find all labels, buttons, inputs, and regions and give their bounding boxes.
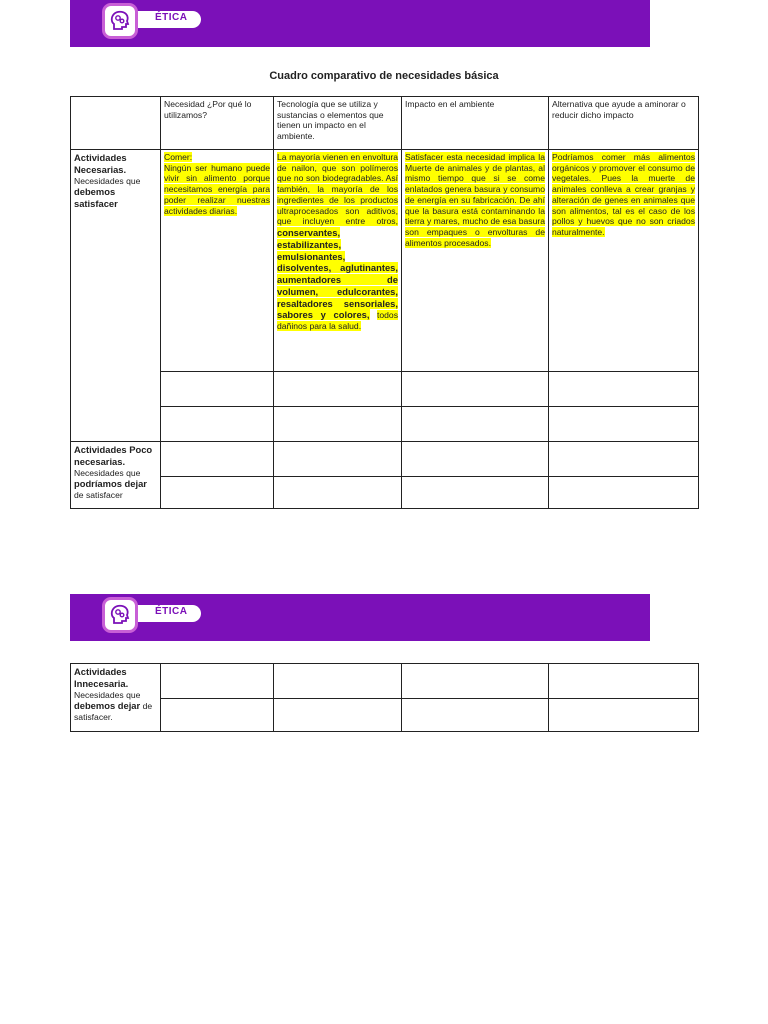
empty-cell xyxy=(549,372,699,407)
table-row xyxy=(71,407,699,442)
row-desc: Necesidades que xyxy=(74,467,141,478)
subject-label: ÉTICA xyxy=(155,12,188,23)
cell-alternativa xyxy=(549,150,699,372)
row-desc-bold: debemos dejar xyxy=(74,700,141,712)
cell-impacto xyxy=(402,150,549,372)
empty-cell xyxy=(274,699,402,732)
row-desc: Necesidades que xyxy=(74,689,141,700)
empty-cell xyxy=(402,664,549,699)
row-desc-bold: podríamos dejar xyxy=(74,478,147,490)
table-row xyxy=(71,442,699,477)
empty-cell xyxy=(274,372,402,407)
empty-cell xyxy=(402,477,549,509)
empty-cell xyxy=(161,372,274,407)
table-row xyxy=(71,664,699,699)
header-impacto: Impacto en el ambiente xyxy=(402,97,549,150)
empty-cell xyxy=(161,664,274,699)
cell-text: La mayoría vienen en envoltura de nailon, que son polímeros que no son biodegradables. Así también, la mayoría de los ingredientes de los productos ultraprocesados son aditivos, que incluyen entre otros, xyxy=(277,152,398,227)
cell-text: Ningún ser humano puede vivir sin alimento porque necesitamos energía para poder realizar nuestras actividades diarias. xyxy=(164,162,270,216)
row-title: Actividades Necesarias. xyxy=(74,152,127,175)
subject-label: ÉTICA xyxy=(155,606,188,617)
comparison-table-continued xyxy=(70,663,699,732)
empty-cell xyxy=(402,407,549,442)
row-title: Actividades Innecesaria. xyxy=(74,666,129,689)
cell-tecnologia xyxy=(274,150,402,372)
row-desc-bold: debemos satisfacer xyxy=(74,186,118,209)
subject-banner xyxy=(70,594,650,641)
row-desc: de satisfacer. xyxy=(74,701,153,722)
header-alternativa: Alternativa que ayude a aminorar o reducir dicho impacto xyxy=(549,97,699,150)
empty-cell xyxy=(549,442,699,477)
cell-text: Satisfacer esta necesidad implica la Muerte de animales y de plantas, al mismo tiempo que si se come enlatados genera basura y consumo de energía en su fabricación. De ahí que la basura está contaminando la tierra y mares, mucho de esa basura son empaques o envolturas de alimentos procesados. xyxy=(405,152,545,248)
row-header-innecesaria xyxy=(71,664,161,732)
document-title: Cuadro comparativo de necesidades básica xyxy=(269,70,499,82)
row-desc: Necesidades que xyxy=(74,175,141,186)
cell-text: Podríamos comer más alimentos orgánicos y promover el consumo de vegetales. Pues la muerte de animales conlleva a crear granjas y alteración de genes en animales que son alimentos, tal es el caso de los pollos y huevos que no son criados naturalmente. xyxy=(552,152,695,238)
head-gears-icon xyxy=(102,597,138,633)
table-row xyxy=(71,699,699,732)
table-row xyxy=(71,477,699,509)
subject-banner xyxy=(70,0,650,47)
empty-cell xyxy=(274,477,402,509)
header-tecnologia: Tecnología que se utiliza y sustancias o elementos que tienen un impacto en el ambiente. xyxy=(274,97,402,150)
cell-necesidad xyxy=(161,150,274,372)
row-title: Actividades Poco necesarias. xyxy=(74,444,153,467)
table-row xyxy=(71,150,699,372)
table-row xyxy=(71,372,699,407)
header-empty xyxy=(71,97,161,150)
empty-cell xyxy=(274,442,402,477)
cell-text: todos dañinos para la salud. xyxy=(277,310,398,332)
empty-cell xyxy=(274,407,402,442)
empty-cell xyxy=(161,699,274,732)
row-header-necesarias xyxy=(71,150,161,442)
empty-cell xyxy=(402,442,549,477)
empty-cell xyxy=(549,407,699,442)
head-gears-icon xyxy=(102,3,138,39)
table-header-row xyxy=(71,97,699,150)
comparison-table xyxy=(70,96,699,509)
empty-cell xyxy=(549,477,699,509)
empty-cell xyxy=(402,699,549,732)
row-desc: de satisfacer xyxy=(74,489,123,500)
cell-label: Comer: xyxy=(164,152,193,162)
cell-text-bold: conservantes, estabilizantes, emulsionantes, disolventes, aglutinantes, aumentadores de volumen, edulcorantes, resaltadores sensoriales, sabores y colores, xyxy=(277,227,398,321)
empty-cell xyxy=(161,407,274,442)
empty-cell xyxy=(549,699,699,732)
empty-cell xyxy=(402,372,549,407)
empty-cell xyxy=(161,442,274,477)
row-header-poco xyxy=(71,442,161,509)
header-necesidad: Necesidad ¿Por qué lo utilizamos? xyxy=(161,97,274,150)
empty-cell xyxy=(274,664,402,699)
empty-cell xyxy=(549,664,699,699)
empty-cell xyxy=(161,477,274,509)
